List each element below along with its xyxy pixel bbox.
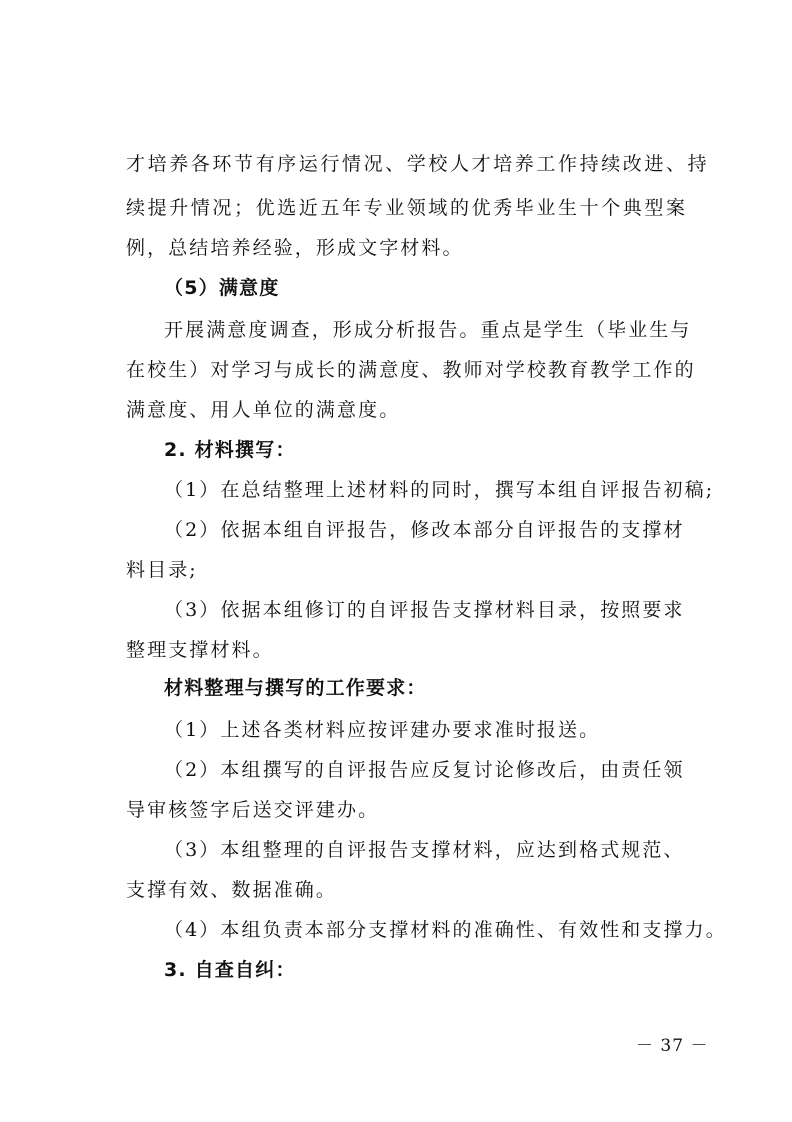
list-item: （1）上述各类材料应按评建办要求准时报送。 [164,719,601,741]
paragraph-line: 才培养各环节有序运行情况、学校人才培养工作持续改进、持 [126,153,710,175]
list-item-continuation: 整理支撑材料。 [126,639,274,661]
section-heading: （5）满意度 [164,277,280,299]
paragraph-line: 在校生）对学习与成长的满意度、教师对学校教育教学工作的 [126,359,696,381]
list-item: （2）本组撰写的自评报告应反复讨论修改后，由责任领 [164,759,685,781]
paragraph-line: 例，总结培养经验，形成文字材料。 [126,237,464,259]
paragraph-line: 续提升情况；优选近五年专业领域的优秀毕业生十个典型案 [126,197,688,219]
paragraph-line: 开展满意度调查，形成分析报告。重点是学生（毕业生与 [164,319,692,341]
page-number: － 37 － [636,1036,709,1056]
list-item: （2）依据本组自评报告，修改本部分自评报告的支撑材 [164,519,685,541]
section-heading: 2. 材料撰写： [164,439,296,461]
paragraph-line: 满意度、用人单位的满意度。 [126,399,401,421]
section-heading: 材料整理与撰写的工作要求： [164,677,427,699]
list-item: （4）本组负责本部分支撑材料的准确性、有效性和支撑力。 [164,919,727,941]
section-heading: 3. 自查自纠： [164,959,296,981]
list-item: （3）依据本组修订的自评报告支撑材料目录，按照要求 [164,599,685,621]
list-item-continuation: 导审核签字后送交评建办。 [126,799,380,821]
list-item: （3）本组整理的自评报告支撑材料，应达到格式规范、 [164,839,685,861]
list-item-continuation: 料目录; [126,559,198,581]
list-item: （1）在总结整理上述材料的同时，撰写本组自评报告初稿; [164,479,715,501]
list-item-continuation: 支撑有效、数据准确。 [126,879,338,901]
